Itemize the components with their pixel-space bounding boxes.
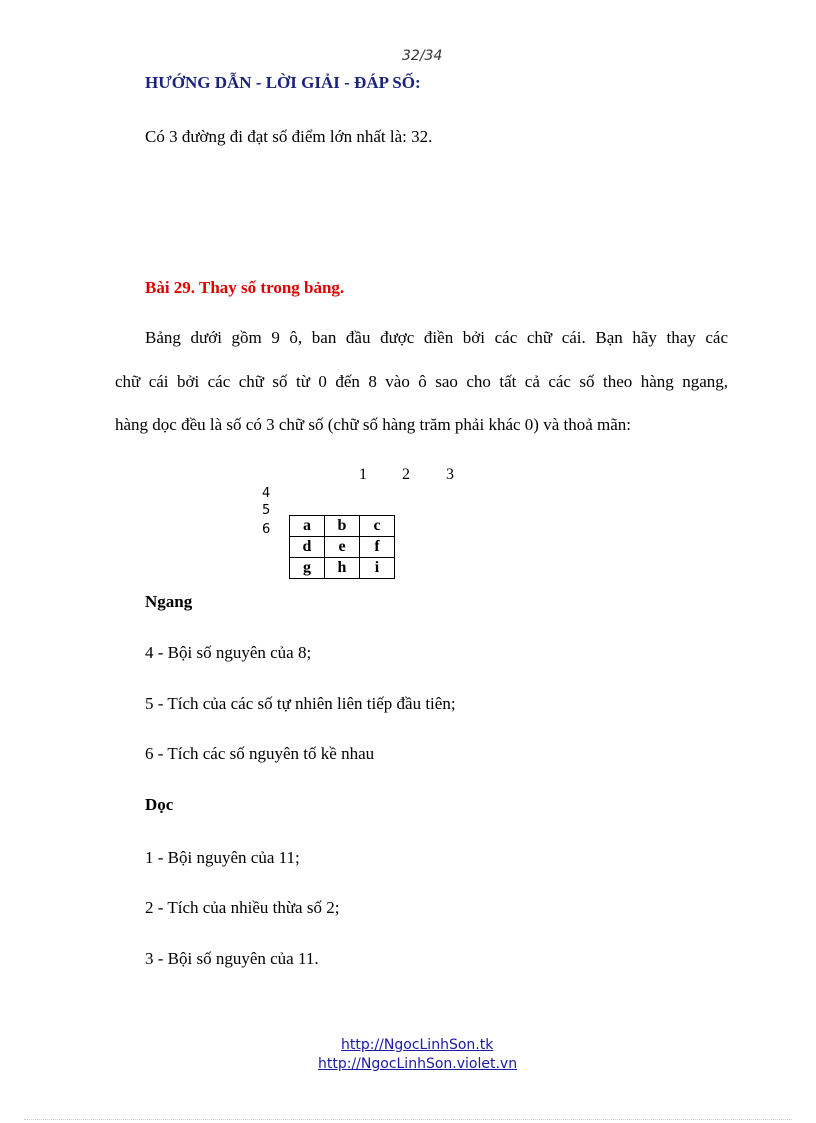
grid-row xyxy=(290,558,395,579)
problem-line-1: Bảng dưới gồm 9 ô, ban đầu được điền bởi các chữ cái. Bạn hãy thay các xyxy=(145,328,728,347)
answers-heading: HƯỚNG DẪN - LỜI GIẢI - ĐÁP SỐ: xyxy=(145,73,421,92)
horizontal-item: 4 - Bội số nguyên của 8; xyxy=(145,643,312,662)
grid-cell: a xyxy=(290,516,325,537)
horizontal-title: Ngang xyxy=(145,592,193,611)
grid-column-label: 1 xyxy=(359,466,367,483)
letter-grid xyxy=(289,515,395,579)
grid-row-label: 5 xyxy=(262,503,271,518)
grid-cell: i xyxy=(360,558,395,579)
footer-link-tk[interactable]: http://NgocLinhSon.tk xyxy=(341,1037,494,1053)
vertical-item: 3 - Bội số nguyên của 11. xyxy=(145,949,319,968)
vertical-item: 2 - Tích của nhiều thừa số 2; xyxy=(145,898,340,917)
grid-column-label: 3 xyxy=(446,466,454,483)
grid-cell: d xyxy=(290,537,325,558)
page-number: 32/34 xyxy=(402,48,443,64)
grid-row xyxy=(290,516,395,537)
answer-text: Có 3 đường đi đạt số điểm lớn nhất là: 32. xyxy=(145,127,433,146)
vertical-title: Dọc xyxy=(145,795,174,814)
grid-cell: e xyxy=(325,537,360,558)
grid-cell: g xyxy=(290,558,325,579)
grid-cell: f xyxy=(360,537,395,558)
grid-row xyxy=(290,537,395,558)
problem-line-3: hàng dọc đều là số có 3 chữ số (chữ số hàng trăm phải khác 0) và thoả mãn: xyxy=(115,415,632,434)
grid-cell: b xyxy=(325,516,360,537)
horizontal-item: 5 - Tích của các số tự nhiên liên tiếp đầu tiên; xyxy=(145,694,456,713)
grid-cell: c xyxy=(360,516,395,537)
horizontal-item: 6 - Tích các số nguyên tố kề nhau xyxy=(145,744,375,763)
grid-cell: h xyxy=(325,558,360,579)
page-bottom-rule xyxy=(24,1119,792,1120)
footer-link-violet[interactable]: http://NgocLinhSon.violet.vn xyxy=(318,1056,518,1072)
vertical-item: 1 - Bội nguyên của 11; xyxy=(145,848,300,867)
problem-title: Bài 29. Thay số trong bảng. xyxy=(145,278,345,297)
problem-line-2: chữ cái bởi các chữ số từ 0 đến 8 vào ô sao cho tất cả các số theo hàng ngang, xyxy=(115,372,728,391)
grid-column-label: 2 xyxy=(402,466,410,483)
grid-row-label: 4 xyxy=(262,486,271,501)
grid-row-label: 6 xyxy=(262,522,271,537)
